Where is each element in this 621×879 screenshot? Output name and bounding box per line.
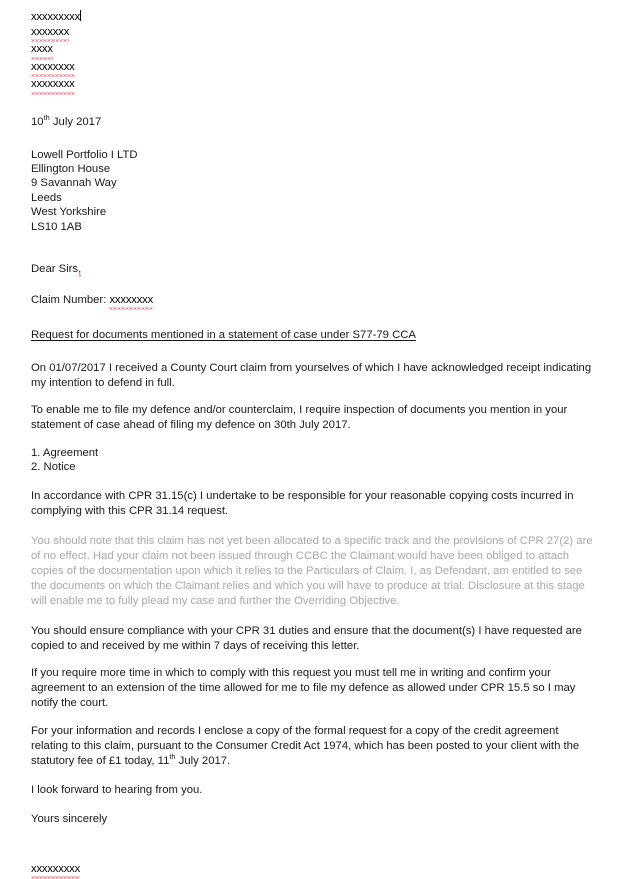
sender-line-2 xyxy=(31,25,593,43)
redacted-text: xxxx xyxy=(31,42,53,60)
paragraph-compliance: You should ensure compliance with your CPR 31 duties and ensure that the document(s) I have requested are copied to and received by me within 7 days of receiving this letter. xyxy=(31,624,582,652)
paragraph-acknowledgement: On 01/07/2017 I received a County Court claim from yourselves of which I have acknowledged receipt indicating my intention to defend in full. xyxy=(31,361,592,389)
paragraph-track-allocation-greyed: You should note that this claim has not yet been allocated to a specific track and the provisions of CPR 27(2) are of no effect. Had your claim not been issued through CCBC the Claimant would have been obliged to attach copies of the documentation upon which it relies to the Particulars of Claim. I, as Defendant, am entitled to see the documents on which the Claimant relies and which you will have to produce at trial. Disclosure at this stage will enable me to fully plead my case and further the Overriding Objective. xyxy=(31,534,593,608)
letter-body xyxy=(31,10,593,879)
recipient-line: 9 Savannah Way xyxy=(31,177,117,190)
redacted-text: xxxxxxx xyxy=(31,25,69,43)
date-rest: July 2017 xyxy=(49,115,102,128)
recipient-line: Leeds xyxy=(31,191,62,204)
enclosure-text-part1: For your information and records I enclose a copy of the formal request for a copy of the credit agreement relating to this claim, pursuant to the Consumer Credit Act 1974, which has been posted to your client with the statutory fee of £1 today, 11 xyxy=(31,724,580,768)
date-ordinal-suffix: th xyxy=(43,113,50,123)
redacted-text: xxxxxxxx xyxy=(31,77,75,95)
sign-off: Yours sincerely xyxy=(31,813,108,826)
salutation-comma: , xyxy=(78,263,82,275)
paragraph-extension-of-time: If you require more time in which to comply with this request you must tell me in writing and confirm your agreement to an extension of the time allowed for me to file my defence as allowed under CPR 15.5 so I may notify the court. xyxy=(31,667,576,710)
paragraph-copying-costs: In accordance with CPR 31.15(c) I undertake to be responsible for your reasonable copying costs incurred in complying with this CPR 31.14 request. xyxy=(31,490,574,518)
sender-line-4 xyxy=(31,60,593,78)
redacted-signature: xxxxxxxxx xyxy=(31,862,80,879)
paragraph-inspection-request: To enable me to file my defence and/or counterclaim, I require inspection of documents you mention in your statement of case ahead of filing my defence on 30th July 2017. xyxy=(31,404,568,432)
text-cursor xyxy=(80,10,81,21)
subject-heading: Request for documents mentioned in a statement of case under S77-79 CCA xyxy=(31,329,416,342)
requested-documents-list xyxy=(31,446,593,476)
salutation xyxy=(31,262,593,277)
paragraph-closing: I look forward to hearing from you. xyxy=(31,784,203,797)
sender-line-3 xyxy=(31,42,593,60)
signature-block xyxy=(31,862,593,879)
recipient-line: West Yorkshire xyxy=(31,206,107,219)
letter-date xyxy=(31,115,593,130)
list-item: 1. Agreement xyxy=(31,446,99,459)
salutation-text: Dear Sirs xyxy=(31,263,79,275)
date-day: 10 xyxy=(31,115,44,128)
recipient-line: LS10 1AB xyxy=(31,220,82,233)
paragraph-enclosure-cca-request xyxy=(31,724,593,770)
enclosure-date-ordinal: th xyxy=(169,752,176,762)
redacted-text: xxxxxxxx xyxy=(31,60,75,78)
recipient-line: Lowell Portfolio I LTD xyxy=(31,148,138,161)
claim-number-value: xxxxxxxx xyxy=(109,293,153,311)
claim-number-label: Claim Number: xyxy=(31,293,110,306)
enclosure-text-part2: July 2017. xyxy=(175,755,231,768)
claim-number-row xyxy=(31,293,593,311)
redacted-text: xxxxxxxxx xyxy=(31,11,81,23)
recipient-line: Ellington House xyxy=(31,162,111,175)
sender-address-block xyxy=(31,10,593,95)
list-item: 2. Notice xyxy=(31,461,76,474)
recipient-address-block xyxy=(31,148,593,234)
sender-line-5 xyxy=(31,77,593,95)
sender-line-1 xyxy=(31,10,593,25)
